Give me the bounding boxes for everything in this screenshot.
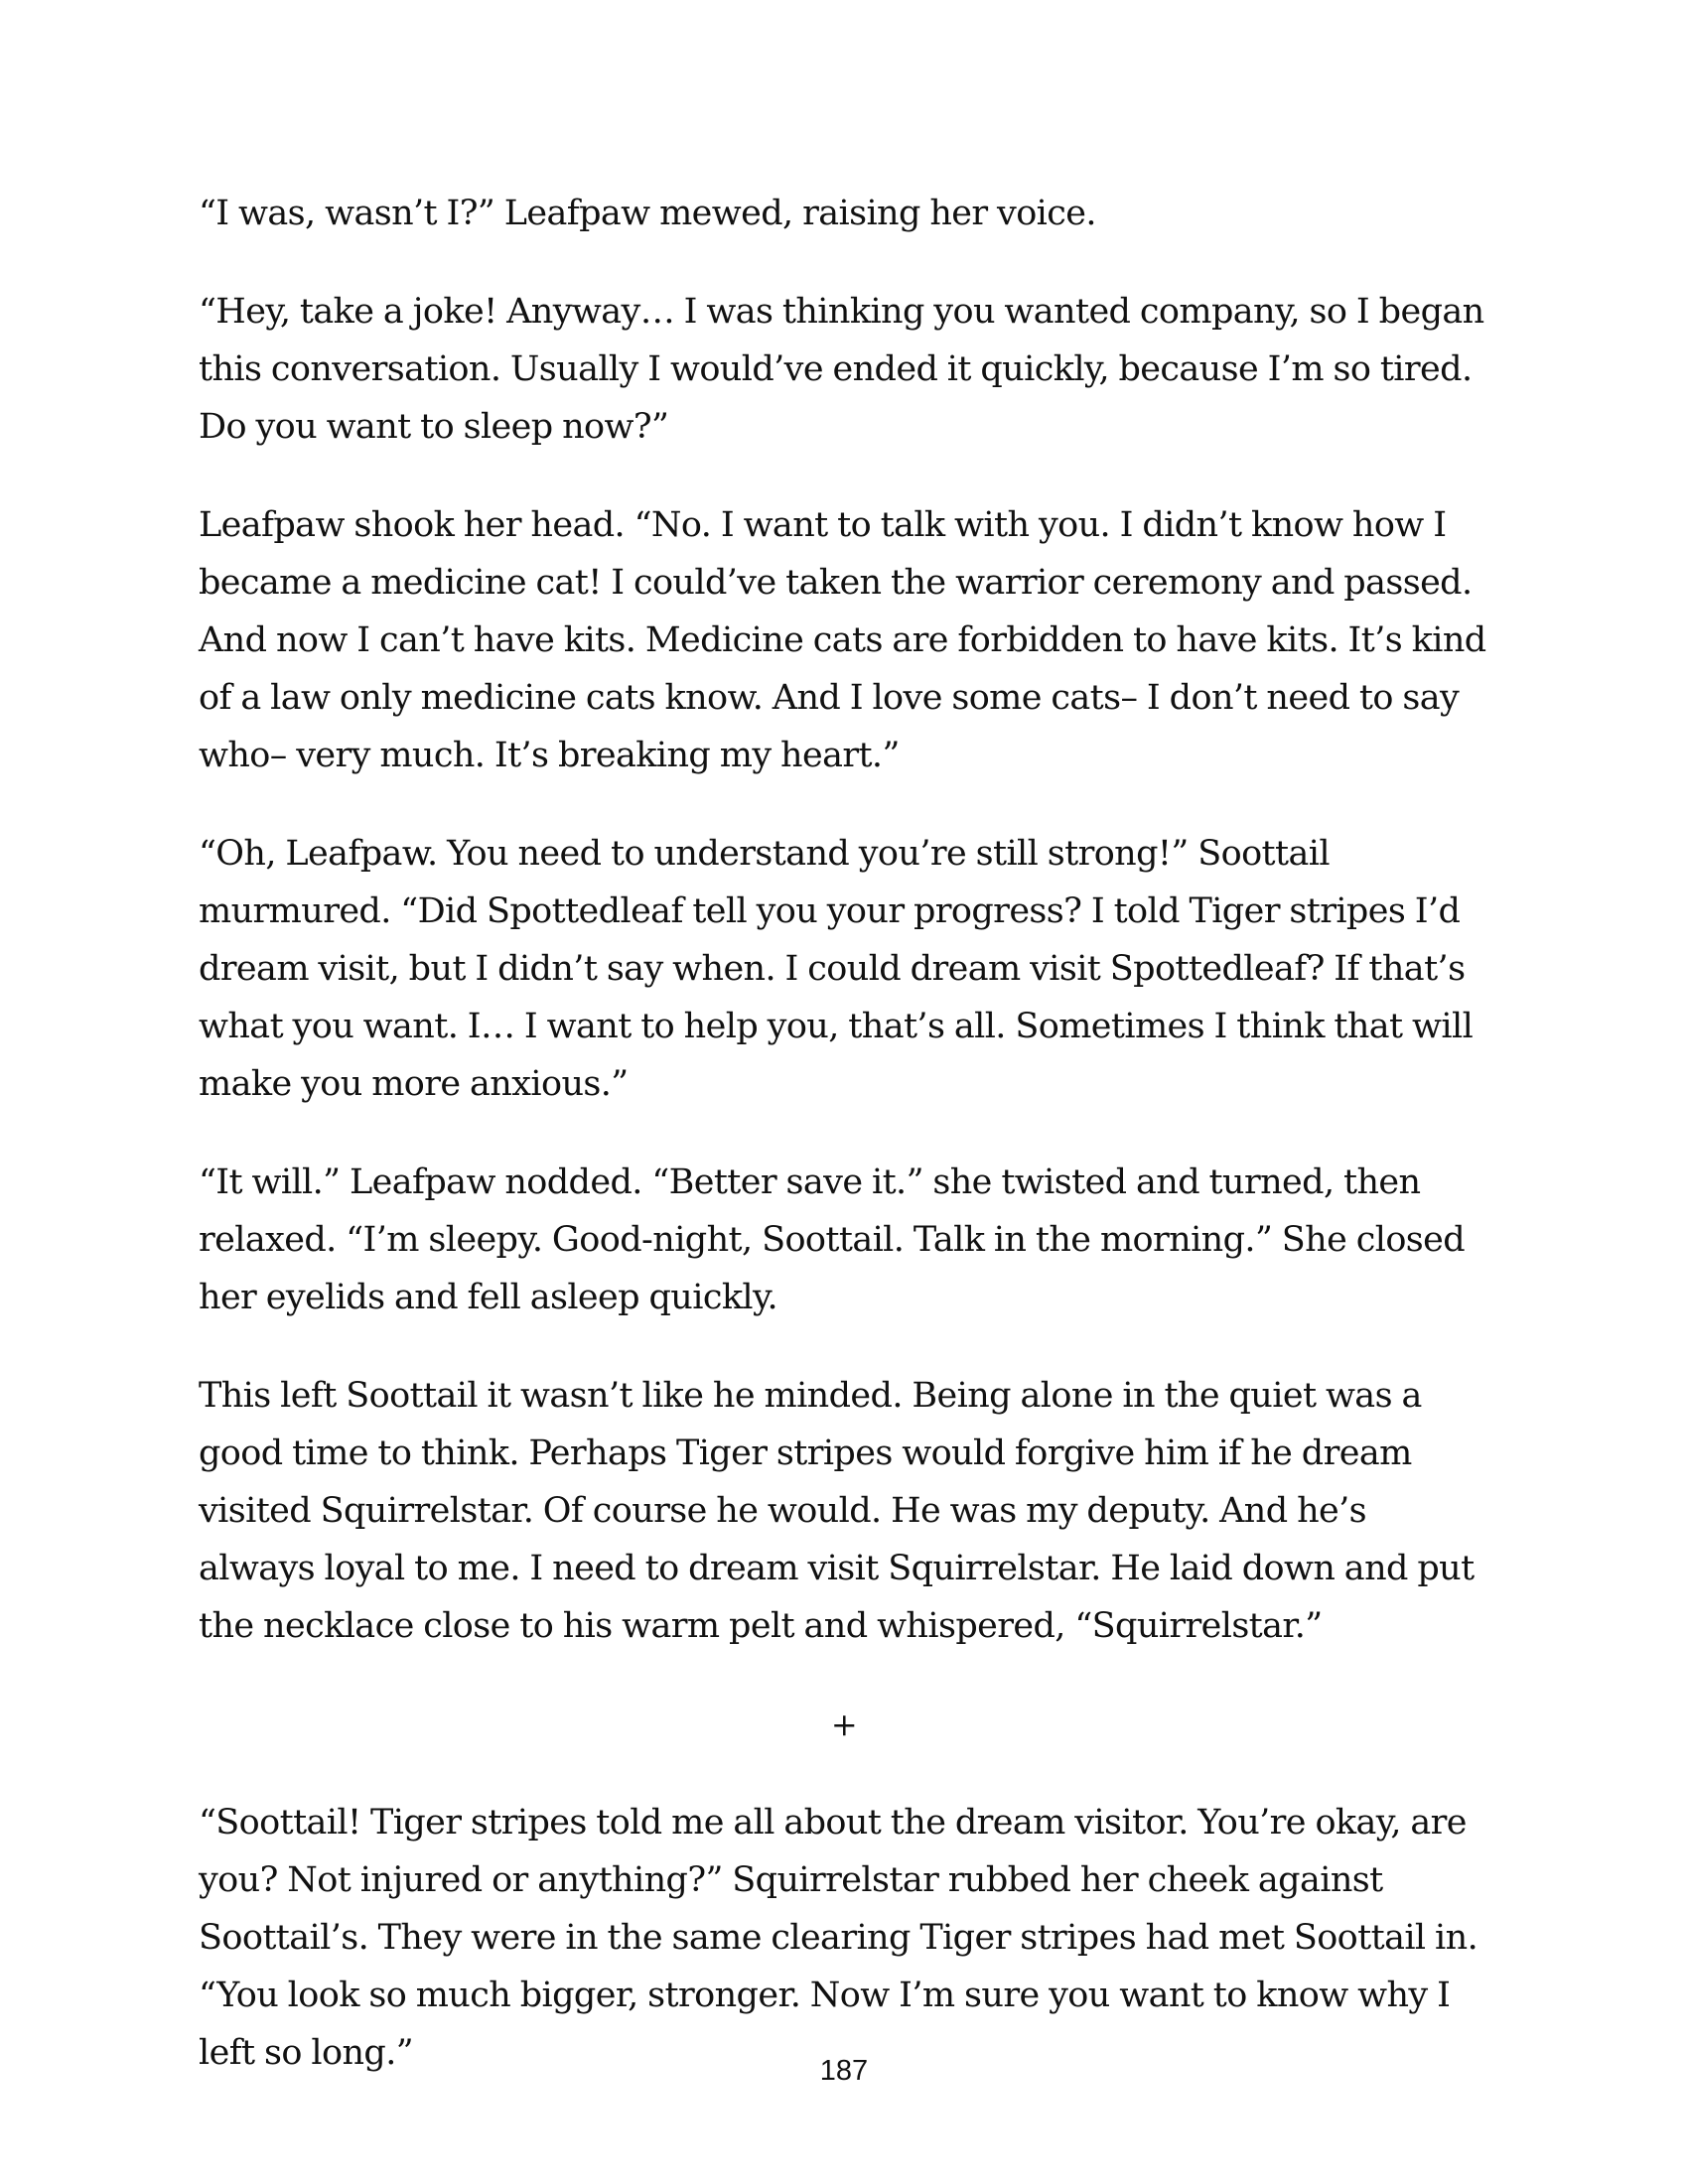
paragraph-2: “Hey, take a joke! Anyway… I was thinking you wanted company, so I began this conversation. Usually I would’ve ended it quickly, because I’m so tired. Do you want to sleep now?” [199,292,1484,447]
page-number: 187 [819,2055,869,2087]
paragraph-7: “Soottail! Tiger stripes told me all about the dream visitor. You’re okay, are you? Not injured or anything?” Squirrelstar rubbed her cheek against Soottail’s. They were in the same clearing Tiger stripes had met Soottail in. “You look so much bigger, stronger. Now I’m sure you want to know why I left so long.” [199,1803,1478,2073]
paragraph-5: “It will.” Leafpaw nodded. “Better save it.” she twisted and turned, then relaxed. “I’m sleepy. Good-night, Soottail. Talk in the morning.” She closed her eyelids and fell asleep quickly. [199,1162,1466,1317]
paragraph-4: “Oh, Leafpaw. You need to understand you’re still strong!” Soottail murmured. “Did Spottedleaf tell you your progress? I told Tiger stripes I’d dream visit, but I didn’t say when. I could dream visit Spottedleaf? If that’s what you want. I… I want to help you, that’s all. Sometimes I think that will make you more anxious.” [199,834,1474,1104]
scene-separator: + [830,1706,858,1743]
paragraph-1: “I was, wasn’t I?” Leafpaw mewed, raising her voice. [199,194,1096,233]
paragraph-6: This left Soottail it wasn’t like he minded. Being alone in the quiet was a good time to think. Perhaps Tiger stripes would forgive him if he dream visited Squirrelstar. Of course he would. He was my deputy. And he’s always loyal to me. I need to dream visit Squirrelstar. He laid down and put the necklace close to his warm pelt and whispered, “Squirrelstar.” [199,1376,1475,1646]
page-body [199,185,1489,2122]
paragraph-3: Leafpaw shook her head. “No. I want to talk with you. I didn’t know how I became a medicine cat! I could’ve taken the warrior ceremony and passed. And now I can’t have kits. Medicine cats are forbidden to have kits. It’s kind of a law only medicine cats know. And I love some cats– I don’t need to say who– very much. It’s breaking my heart.” [199,505,1486,775]
